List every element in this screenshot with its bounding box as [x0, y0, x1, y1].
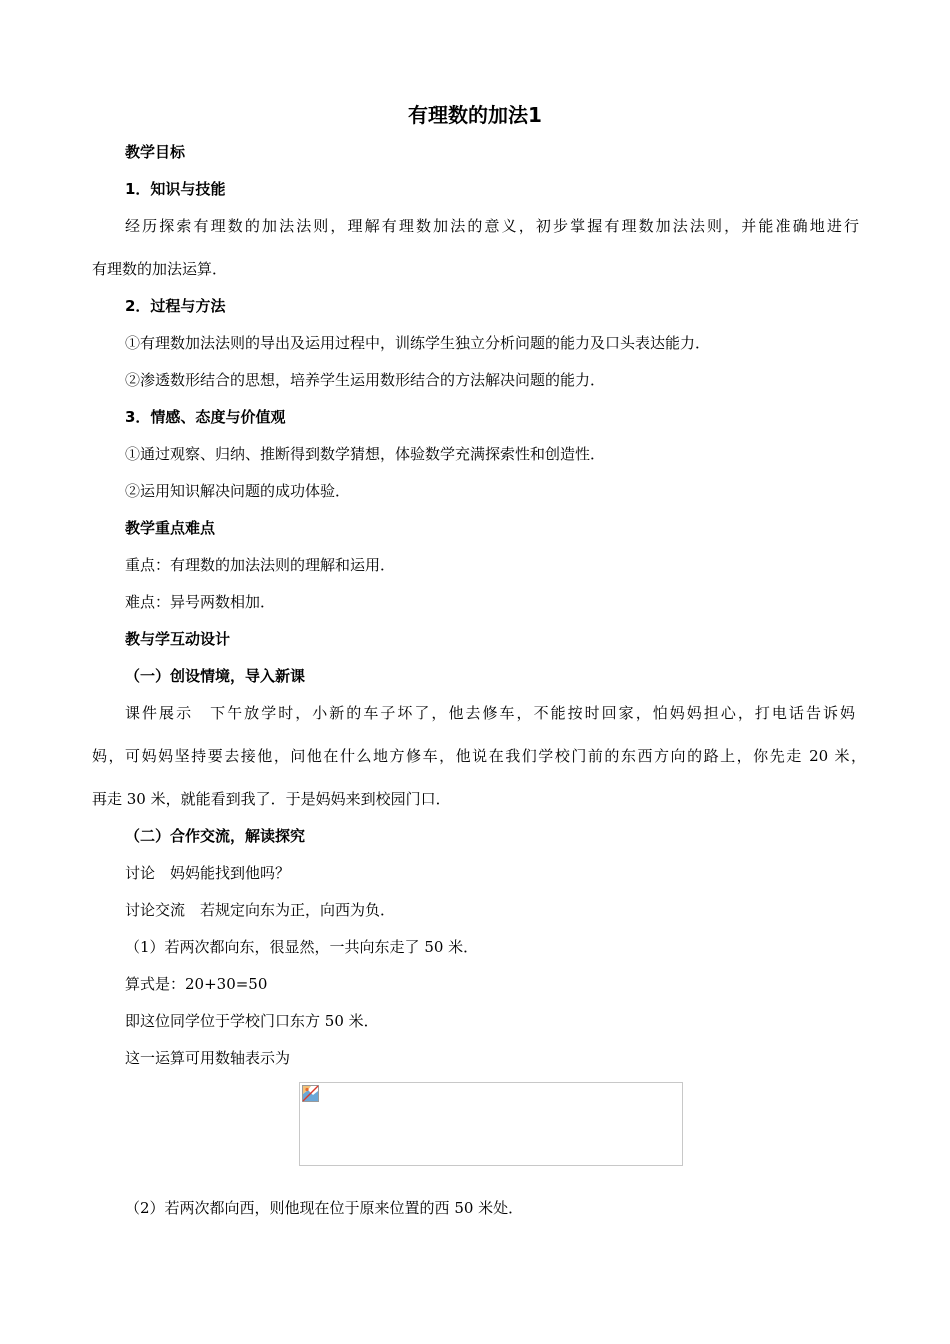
broken-image-icon	[302, 1085, 319, 1102]
heading-part-2: （二）合作交流，解读探究	[125, 827, 306, 845]
paragraph-part1-line-3: 再走 30 米，就能看到我了．于是妈妈来到校园门口．	[92, 790, 451, 808]
heading-teaching-goals: 教学目标	[125, 143, 186, 161]
paragraph-key-point: 重点：有理数的加法法则的理解和运用．	[125, 556, 396, 574]
heading-emotion-values: 3．情感、态度与价值观	[125, 408, 286, 426]
paragraph-emotion-2: ②运用知识解决问题的成功体验．	[125, 482, 351, 500]
paragraph-difficult-point: 难点：异号两数相加．	[125, 593, 276, 611]
heading-part-1: （一）创设情境，导入新课	[125, 667, 306, 685]
paragraph-part1-line-2: 妈，可妈妈坚持要去接他，问他在什么地方修车，他说在我们学校门前的东西方向的路上，你先走 20 米，	[92, 747, 866, 765]
paragraph-process-1: ①有理数加法法则的导出及运用过程中，训练学生独立分析问题的能力及口头表达能力．	[125, 334, 711, 352]
number-line-image-placeholder	[299, 1082, 683, 1166]
paragraph-process-2: ②渗透数形结合的思想，培养学生运用数形结合的方法解决问题的能力．	[125, 371, 606, 389]
paragraph-exchange: 讨论交流 若规定向东为正，向西为负．	[125, 901, 396, 919]
paragraph-discuss: 讨论 妈妈能找到他吗？	[125, 864, 291, 882]
paragraph-formula: 算式是：20+30=50	[125, 975, 268, 993]
paragraph-part1-line-1: 课件展示 下午放学时，小新的车子坏了，他去修车，不能按时回家，怕妈妈担心，打电话告诉妈	[125, 704, 855, 722]
paragraph-axis-intro: 这一运算可用数轴表示为	[125, 1049, 291, 1067]
heading-knowledge-skills: 1．知识与技能	[125, 180, 226, 198]
paragraph-case-2: （2）若两次都向西，则他现在位于原来位置的西 50 米处．	[125, 1199, 524, 1217]
paragraph-emotion-1: ①通过观察、归纳、推断得到数学猜想，体验数学充满探索性和创造性．	[125, 445, 606, 463]
paragraph-knowledge-line-2: 有理数的加法运算．	[92, 260, 228, 278]
page-title: 有理数的加法1	[408, 103, 542, 127]
paragraph-position: 即这位同学位于学校门口东方 50 米．	[125, 1012, 379, 1030]
heading-interactive-design: 教与学互动设计	[125, 630, 231, 648]
paragraph-knowledge-line-1: 经历探索有理数的加法法则，理解有理数加法的意义，初步掌握有理数加法法则，并能准确地进行	[125, 217, 859, 235]
heading-process-method: 2．过程与方法	[125, 297, 226, 315]
heading-key-points: 教学重点难点	[125, 519, 216, 537]
paragraph-case-1: （1）若两次都向东，很显然，一共向东走了 50 米．	[125, 938, 479, 956]
